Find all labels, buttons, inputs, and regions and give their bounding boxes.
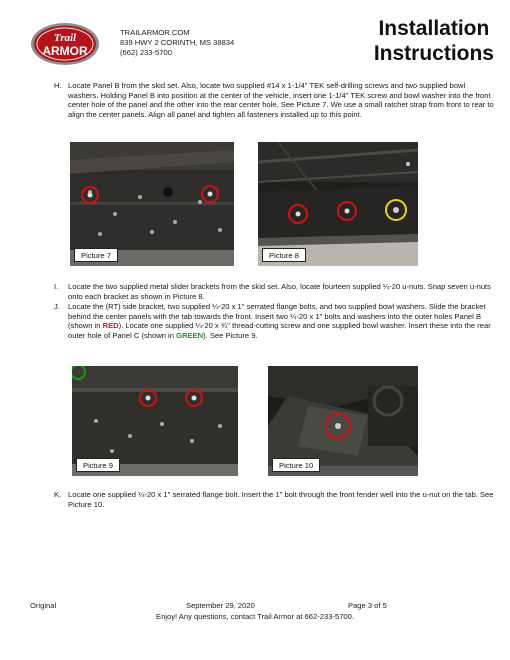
picture-7 [70,142,234,266]
red-highlight-word: RED [102,321,119,331]
step-letter: K. [54,490,62,499]
footer-original: Original [30,601,57,610]
picture-8 [258,142,418,266]
picture-10-caption: Picture 10 [272,458,320,472]
company-website: TRAILARMOR.COM [120,28,190,37]
picture-9-caption: Picture 9 [76,458,120,472]
picture-9 [72,366,238,476]
step-letter: I. [54,282,59,291]
green-highlight-word: GREEN [176,330,204,340]
step-j [54,302,496,340]
company-phone: (662) 233-5700 [120,48,172,57]
svg-text:Trail: Trail [53,32,77,44]
step-text: Locate Panel B from the skid set. Also, locate two supplied #14 x 1-1/4" TEK self-drilling screws and two supplied bowl washers. Holding Panel B into position at the center of the vehicle, insert one 1-1/4" TEK screw and bowl washer into the front center hole of the panel and the other into the rear center hole. See Picture 7. We use a small ratchet strap from front to rear to align the center panels. Align all panel and tighten all fasteners installed up to this point. [68,81,494,119]
picture-7-caption: Picture 7 [74,248,118,262]
company-address: 839 HWY 2 CORINTH, MS 38834 [120,38,235,47]
step-text: Locate the two supplied metal slider brackets from the skid set. Also, locate fourteen supplied ¼-20 u-nuts. Snap seven u-nuts onto each bracket as shown in Picture 8. [68,282,491,301]
step-text-part3: ). See Picture 9. [203,330,258,340]
step-k [54,490,496,509]
footer-page-number: Page 3 of 5 [348,601,387,610]
footer-date: September 29, 2020 [186,601,255,610]
step-text-part1: Locate the (RT) side bracket, two supplied ¼-20 x 1" serrated flange bolts, and two supplied bowl washers. Slide the bracket behind the center panels with the tab towards the front. Insert two ¼-20 x 1" bolts and washers into the outer holes Panel B (shown in [68,302,486,331]
step-text-part2: ). Locate one supplied ¼-20 x ¾" thread-cutting screw and one supplied bowl washer. Insert these into the rear outer hole of Panel C (shown in [68,321,491,340]
page-title: Installation Instructions [373,17,494,65]
step-h [54,81,496,119]
picture-8-caption: Picture 8 [262,248,306,262]
step-letter: H. [54,81,62,90]
company-info [120,28,234,58]
step-i [54,282,496,301]
step-letter: J. [54,302,60,311]
step-text: Locate one supplied ¼-20 x 1" serrated flange bolt. Insert the 1" bolt through the front fender well into the u-nut on the tab. See Picture 10. [68,490,494,509]
footer-contact: Enjoy! Any questions, contact Trail Armor at 662-233-5700. [156,612,354,621]
picture-10 [268,366,418,476]
trail-armor-logo [30,22,100,66]
svg-text:ARMOR: ARMOR [42,44,88,58]
